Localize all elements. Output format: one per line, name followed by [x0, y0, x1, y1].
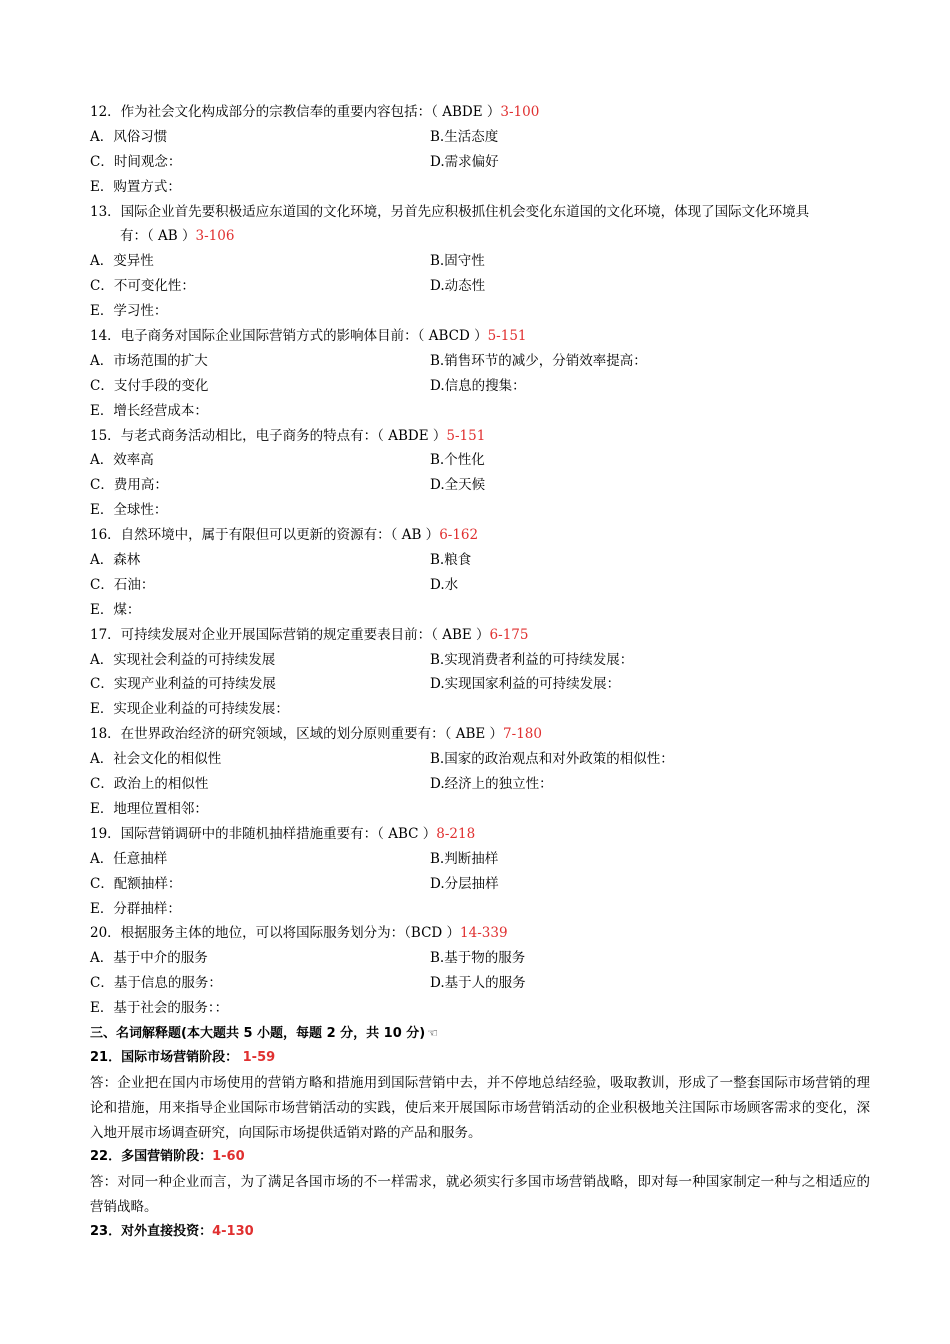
- option-b: B.基于物的服务: [430, 950, 526, 967]
- term-title: 22．多国营销阶段：: [90, 1149, 213, 1165]
- page-reference: 5-151: [487, 328, 527, 345]
- option-b: B.生活态度: [430, 128, 499, 145]
- option-b: B.判断抽样: [430, 850, 499, 867]
- term-22: [90, 1145, 870, 1220]
- option-c: C．不可变化性：: [90, 278, 195, 295]
- page-reference: 14-339: [460, 925, 508, 942]
- question-17: [90, 623, 870, 723]
- page-reference: 6-162: [439, 527, 479, 544]
- term-answer: 答：对同一种企业而言，为了满足各国市场的不一样需求，就必须实行多国市场营销战略，即对每一种国家制定一种与之相适应的营销战略。: [90, 1174, 870, 1216]
- option-b: B.粮食: [430, 552, 472, 569]
- pointing-hand-icon: ☜: [427, 1025, 438, 1040]
- option-d: D.水: [430, 576, 459, 593]
- option-a: A．基于中介的服务: [90, 950, 208, 967]
- section-heading: [90, 1021, 870, 1046]
- option-a: A．风俗习惯: [90, 128, 168, 145]
- option-e: E．增长经营成本：: [90, 402, 208, 419]
- question-19: [90, 822, 870, 922]
- document-page: [90, 100, 870, 1245]
- option-a: A．变异性: [90, 253, 154, 270]
- page-reference: 3-106: [195, 228, 235, 245]
- page-reference: 3-100: [500, 104, 540, 120]
- question-16: [90, 523, 870, 623]
- option-e: E．煤：: [90, 601, 141, 618]
- page-reference: 7-180: [503, 726, 542, 743]
- option-c: C．支付手段的变化: [90, 377, 209, 394]
- option-d: D.需求偏好: [430, 153, 499, 170]
- question-stem: 12．作为社会文化构成部分的宗教信奉的重要内容包括：（ ABDE ）: [90, 104, 501, 120]
- option-c: C．配额抽样：: [90, 875, 182, 892]
- option-c: C．时间观念：: [90, 153, 182, 170]
- question-13: [90, 200, 870, 324]
- option-a: A．效率高: [90, 452, 154, 469]
- question-stem: 17．可持续发展对企业开展国际营销的规定重要表目前：（ ABE ）: [90, 626, 490, 643]
- option-a: A．社会文化的相似性: [90, 751, 222, 768]
- option-d: D.动态性: [430, 278, 486, 295]
- question-stem: 20．根据服务主体的地位，可以将国际服务划分为：（BCD ）: [90, 925, 461, 942]
- option-d: D.信息的搜集：: [430, 377, 526, 394]
- question-stem: 19．国际营销调研中的非随机抽样措施重要有：（ ABC ）: [90, 825, 437, 842]
- question-stem: 18．在世界政治经济的研究领域，区域的划分原则重要有：（ ABE ）: [90, 726, 504, 743]
- option-b: B.固守性: [430, 253, 485, 270]
- option-a: A．任意抽样: [90, 850, 168, 867]
- option-c: C．石油：: [90, 576, 155, 593]
- page-reference: 5-151: [446, 427, 486, 444]
- question-12: [90, 100, 870, 200]
- option-d: D.基于人的服务: [430, 975, 526, 992]
- option-c: C．政治上的相似性: [90, 776, 209, 793]
- option-a: A．森林: [90, 552, 141, 569]
- option-e: E．全球性：: [90, 502, 168, 519]
- question-stem-continued: 有：（ AB ）: [120, 228, 196, 245]
- option-b: B.个性化: [430, 452, 485, 469]
- question-stem: 15．与老式商务活动相比，电子商务的特点有：（ ABDE ）: [90, 427, 447, 444]
- question-stem: 16．自然环境中，属于有限但可以更新的资源有：（ AB ）: [90, 527, 440, 544]
- option-e: E．实现企业利益的可持续发展：: [90, 701, 289, 718]
- option-e: E．学习性：: [90, 303, 168, 320]
- option-d: D.经济上的独立性：: [430, 776, 553, 793]
- question-20: [90, 921, 870, 1021]
- option-d: D.全天候: [430, 477, 486, 494]
- page-reference: 6-175: [489, 626, 529, 643]
- term-23: [90, 1220, 870, 1245]
- term-21: [90, 1046, 870, 1146]
- option-a: A．实现社会利益的可持续发展: [90, 651, 276, 668]
- option-e: E．基于社会的服务：：: [90, 1000, 229, 1017]
- page-reference: 8-218: [436, 825, 476, 842]
- page-reference: 4-130: [212, 1224, 254, 1240]
- option-d: D.实现国家利益的可持续发展：: [430, 676, 621, 693]
- option-e: E．地理位置相邻：: [90, 800, 208, 817]
- option-e: E．分群抽样：: [90, 900, 181, 917]
- option-a: A．市场范围的扩大: [90, 352, 208, 369]
- option-d: D.分层抽样: [430, 875, 499, 892]
- section-title: 三、名词解释题(本大题共 5 小题，每题 2 分，共 10 分): [90, 1025, 426, 1041]
- question-15: [90, 424, 870, 524]
- question-stem: 14．电子商务对国际企业国际营销方式的影响体目前：（ ABCD ）: [90, 328, 488, 345]
- page-reference: 1-59: [242, 1049, 276, 1065]
- option-c: C．费用高：: [90, 477, 168, 494]
- option-c: C．实现产业利益的可持续发展: [90, 676, 276, 693]
- option-b: B.实现消费者利益的可持续发展：: [430, 651, 634, 668]
- page-reference: 1-60: [212, 1149, 245, 1165]
- question-18: [90, 722, 870, 822]
- option-b: B.国家的政治观点和对外政策的相似性：: [430, 751, 674, 768]
- question-stem: 13．国际企业首先要积极适应东道国的文化环境，另首先应积极抓住机会变化东道国的文化环境，体现了国际文化环境具: [90, 203, 810, 220]
- option-b: B.销售环节的减少，分销效率提高：: [430, 352, 647, 369]
- option-e: E．购置方式：: [90, 178, 181, 195]
- option-c: C．基于信息的服务：: [90, 975, 222, 992]
- term-title: 23．对外直接投资：: [90, 1224, 213, 1240]
- question-14: [90, 324, 870, 424]
- term-title: 21．国际市场营销阶段：: [90, 1049, 239, 1065]
- term-answer: 答：企业把在国内市场使用的营销方略和措施用到国际营销中去，并不停地总结经验，吸取教训，形成了一整套国际市场营销的理论和措施，用来指导企业国际市场营销活动的实践，使后来开展国际市场营销活动的企业积极地关注国际市场顾客需求的变化，深入地开展市场调查研究，向国际市场提供适销对路的产品和服务。: [90, 1074, 870, 1141]
